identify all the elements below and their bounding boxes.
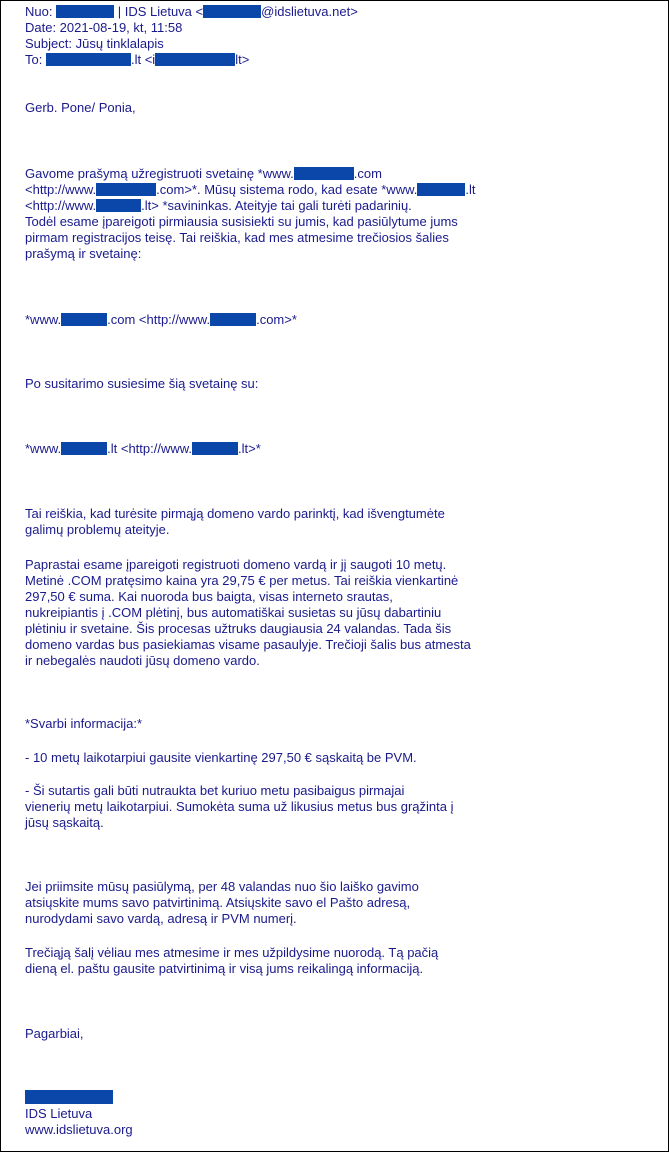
paragraph-line: nurodydami savo vardą, adresą ir PVM numerį. [25,911,297,926]
domain-lt-line: *www. .lt <http://www. .lt>* [25,441,261,456]
bullet-item: - Ši sutartis gali būti nutraukta bet kuriuo metu pasibaigus pirmajai [25,783,405,798]
domain-com-line: *www. .com <http://www. .com>* [25,312,297,327]
bullet-item: jūsų sąskaitą. [25,815,104,830]
paragraph-line: <http://www. .com>*. Mūsų sistema rodo, kad esate *www. .lt [25,182,476,197]
bullet-item: vienerių metų laikotarpiui. Sumokėta suma už likusius metus bus grąžinta į [25,799,454,814]
redaction-block [294,167,354,180]
redaction-block [192,442,238,455]
bullet-item: - 10 metų laikotarpiui gausite vienkartinę 297,50 € sąskaitą be PVM. [25,750,417,765]
paragraph-line: Todėl esame įpareigoti pirmiausia susisiekti su jumis, kad pasiūlytume jums [25,214,458,229]
greeting: Gerb. Pone/ Ponia, [25,100,136,115]
signature-url[interactable]: www.idslietuva.org [25,1122,133,1137]
signature-redaction [25,1090,113,1106]
header-subject: Subject: Jūsų tinklalapis [25,36,164,51]
paragraph-line: nukreipiantis į .COM plėtinį, bus automatiškai susietas su jūsų dabartiniu [25,605,442,620]
paragraph-line: Tai reiškia, kad turėsite pirmąją domeno vardo parinktį, kad išvengtumėte [25,506,445,521]
paragraph-line: atsiųskite mums savo patvirtinimą. Atsiųskite savo el Pašto adresą, [25,895,411,910]
redaction-block [417,183,465,196]
paragraph-line: dieną el. paštu gausite patvirtinimą ir visą jums reikalingą informaciją. [25,961,424,976]
paragraph-line: ir nebegalės naudoti jūsų domeno vardo. [25,653,260,668]
paragraph-line: galimų problemų ateityje. [25,522,170,537]
redaction-block [96,199,141,212]
paragraph-line: domeno vardas bus pasiekiamas visame pasaulyje. Trečioji šalis bus atmesta [25,637,471,652]
redaction-block [56,5,114,18]
paragraph-line: pirmam registracijos teisę. Tai reiškia, kad mes atmesime trečiosios šalies [25,230,449,245]
header-date: Date: 2021-08-19, kt, 11:58 [25,20,183,35]
redaction-block [210,313,256,326]
paragraph-line: Jei priimsite mūsų pasiūlymą, per 48 valandas nuo šio laiško gavimo [25,879,419,894]
header-from: Nuo: | IDS Lietuva < @idslietuva.net> [25,4,358,19]
paragraph-line: Po susitarimo susiesime šią svetainę su: [25,376,259,391]
closing: Pagarbiai, [25,1026,84,1041]
paragraph-line: prašymą ir svetainę: [25,246,142,261]
redaction-block [203,5,261,18]
paragraph-line: Gavome prašymą užregistruoti svetainę *www. .com [25,166,382,181]
signature-org: IDS Lietuva [25,1106,93,1121]
paragraph-line: Trečiąją šalį vėliau mes atmesime ir mes užpildysime nuorodą. Tą pačią [25,945,439,960]
paragraph-line: plėtiniu ir svetaine. Šis procesas užtruks daugiausia 24 valandas. Tada šis [25,621,452,636]
paragraph-line: Paprastai esame įpareigoti registruoti domeno vardą ir jį saugoti 10 metų. [25,557,447,572]
redaction-block [155,53,235,66]
redaction-block [96,183,156,196]
paragraph-line: <http://www. .lt> *savininkas. Ateityje tai gali turėti padarinių. [25,198,412,213]
important-heading: *Svarbi informacija:* [25,716,143,731]
redaction-block [46,53,131,66]
paragraph-line: Metinė .COM pratęsimo kaina yra 29,75 € per metus. Tai reiškia vienkartinė [25,573,459,588]
paragraph-line: 297,50 € suma. Kai nuoroda bus baigta, visas interneto srautas, [25,589,393,604]
redaction-block [61,442,107,455]
redaction-block [61,313,107,326]
redaction-block [25,1090,113,1104]
header-to: To: .lt <i lt> [25,52,250,67]
